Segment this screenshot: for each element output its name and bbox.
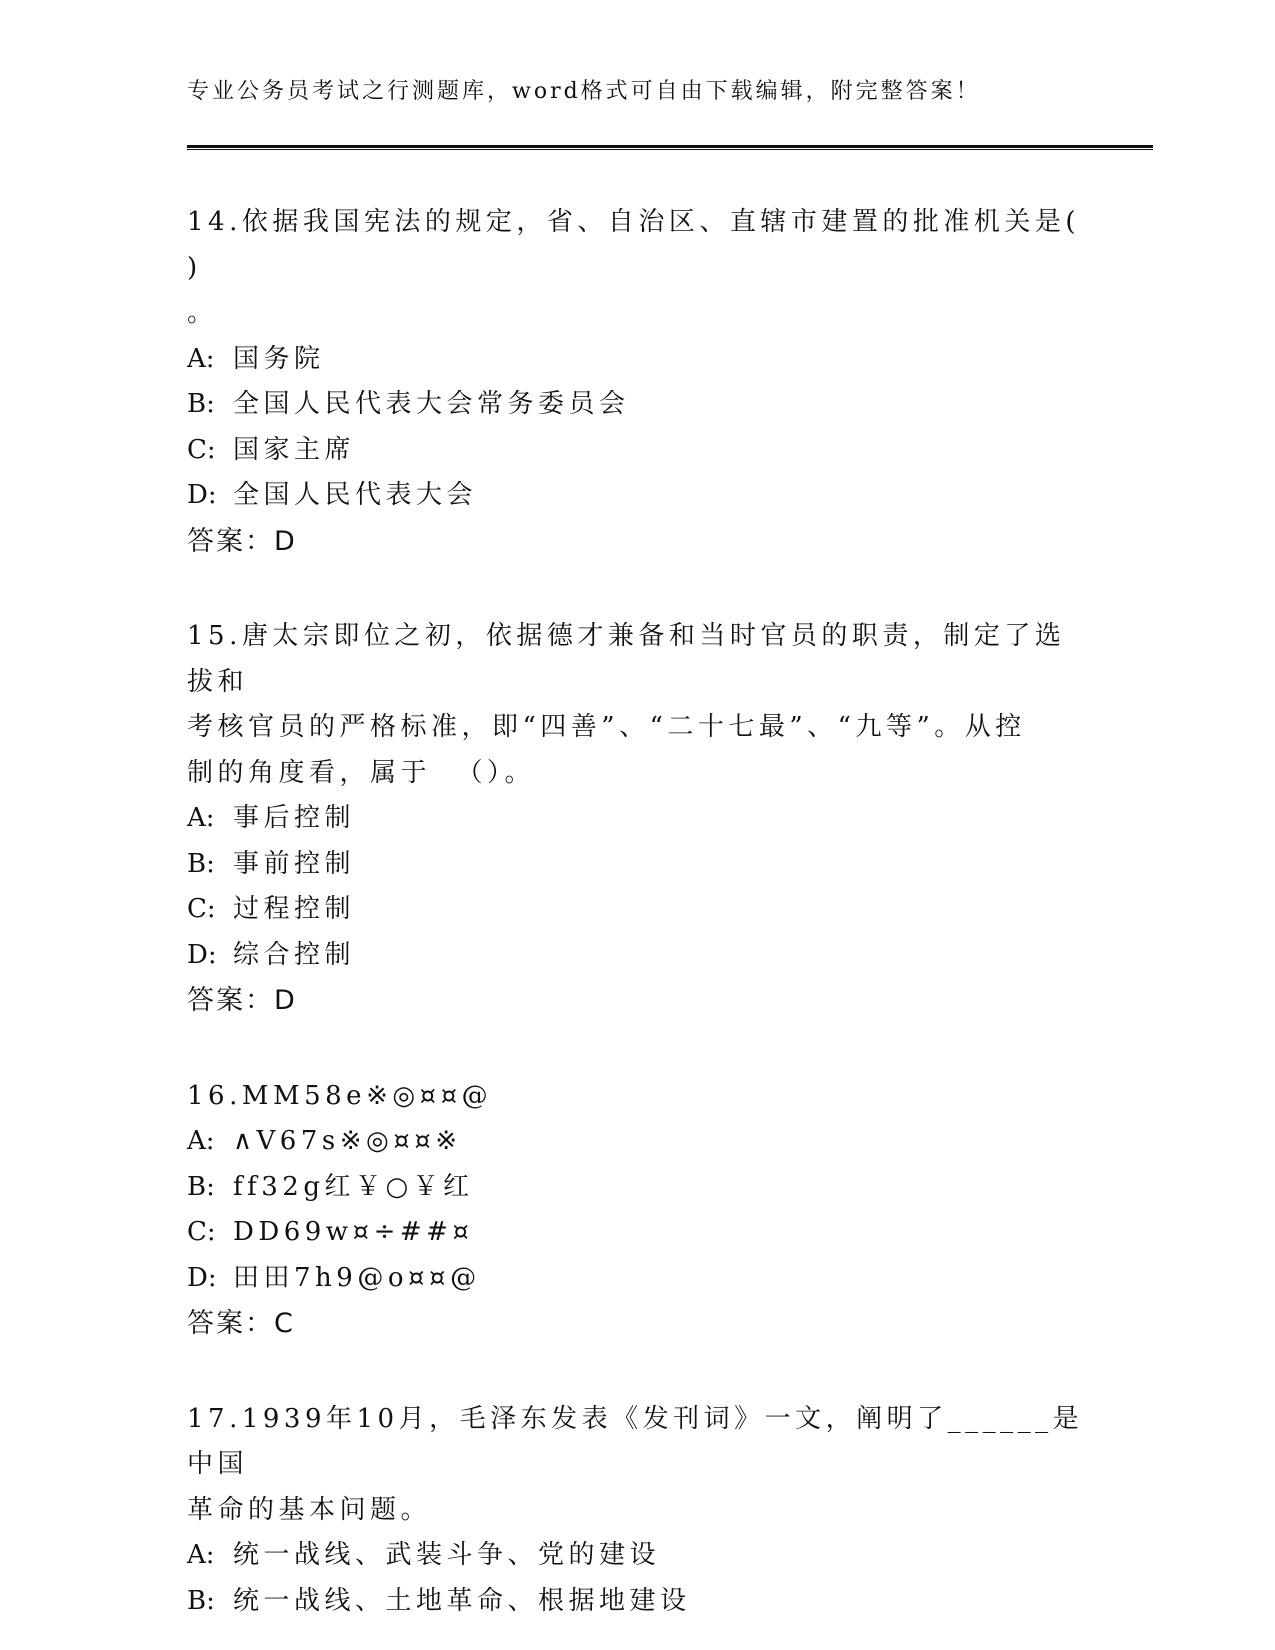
option-text: 全国人民代表大会常务委员会: [233, 389, 630, 419]
option-text: 统一战线、土地革命、根据地建设: [233, 1585, 691, 1616]
header-divider: [187, 145, 1153, 150]
option-text: ff32g红￥○￥红: [233, 1171, 474, 1202]
option-label: C:: [187, 894, 216, 924]
option-text: 国家主席: [233, 434, 356, 465]
option-c: [187, 1210, 1087, 1256]
option-text: 过程控制: [233, 894, 356, 924]
option-b: [187, 842, 1087, 888]
question-stem: 17.1939年10月，毛泽东发表《发刊词》一文，阐明了______是中国 革命的基本问题。: [187, 1403, 1084, 1525]
option-b: [187, 1579, 1087, 1625]
option-text: 事前控制: [233, 848, 356, 879]
option-label: C:: [187, 434, 216, 465]
option-a: [187, 1533, 1087, 1579]
option-label: C:: [187, 1217, 216, 1247]
option-label: A:: [187, 803, 215, 833]
question-14: [187, 200, 1087, 564]
option-a: [187, 1119, 1087, 1165]
option-text: 综合控制: [233, 939, 356, 970]
option-label: B:: [187, 389, 215, 419]
option-b: [187, 1165, 1087, 1211]
option-c: [187, 887, 1087, 933]
answer: 答案：C: [187, 1308, 295, 1339]
option-text: 统一战线、武装斗争、党的建设: [233, 1540, 661, 1570]
answer: 答案：D: [187, 985, 297, 1016]
option-label: D:: [187, 939, 217, 970]
option-text: 全国人民代表大会: [233, 480, 478, 510]
option-label: B:: [187, 1585, 215, 1616]
option-text: ∧V67s※◎¤¤※: [233, 1126, 462, 1156]
option-label: A:: [187, 343, 215, 374]
option-label: B:: [187, 848, 215, 879]
question-stem: 14.依据我国宪法的规定，省、自治区、直辖市建置的批准机关是( ) 。: [187, 207, 1080, 328]
question-15: [187, 614, 1087, 1024]
option-label: A:: [187, 1126, 215, 1156]
option-a: [187, 796, 1087, 842]
question-16: [187, 1074, 1087, 1347]
question-17: [187, 1397, 1087, 1625]
option-text: 田田7h9@o¤¤@: [233, 1262, 481, 1293]
option-label: D:: [187, 1262, 217, 1293]
question-stem: 15.唐太宗即位之初，依据德才兼备和当时官员的职责，制定了选拔和 考核官员的严格标准，即“四善”、“二十七最”、“九等”。从控 制的角度看，属于 （）。: [187, 621, 1066, 788]
option-d: [187, 1256, 1087, 1302]
option-text: 事后控制: [233, 803, 356, 833]
option-d: [187, 473, 1087, 519]
option-d: [187, 933, 1087, 979]
option-label: A:: [187, 1540, 215, 1570]
page-header: 专业公务员考试之行测题库，word格式可自由下载编辑，附完整答案！: [187, 79, 981, 104]
option-text: DD69w¤÷##¤: [233, 1217, 474, 1247]
option-label: B:: [187, 1171, 215, 1202]
option-label: D:: [187, 480, 217, 510]
option-c: [187, 428, 1087, 474]
option-a: [187, 337, 1087, 383]
option-b: [187, 382, 1087, 428]
question-stem: 16.MM58e※◎¤¤@: [187, 1080, 493, 1111]
question-list: [187, 200, 1087, 1624]
option-text: 国务院: [233, 343, 325, 374]
answer: 答案：D: [187, 525, 297, 557]
